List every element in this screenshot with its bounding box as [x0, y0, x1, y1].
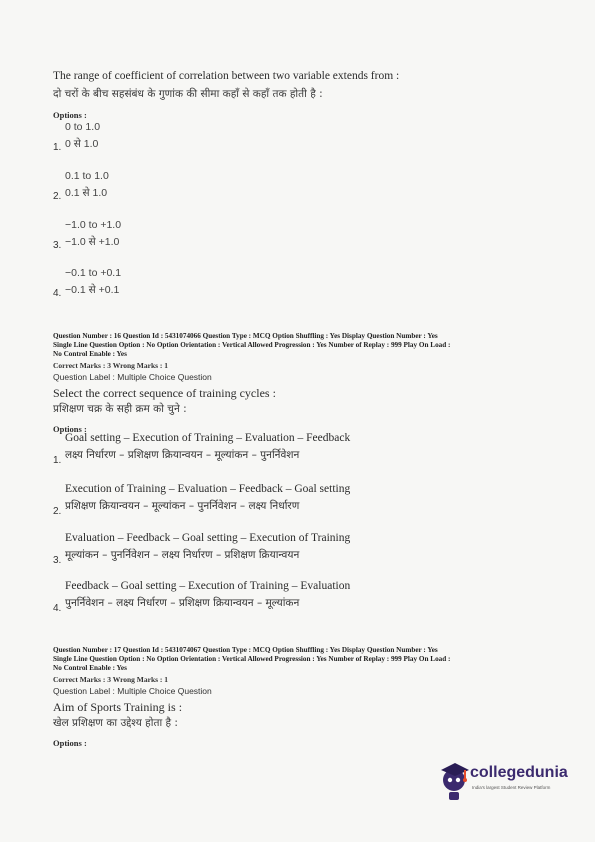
option-text-en: Execution of Training – Evaluation – Feedback – Goal setting [65, 483, 351, 495]
option-text-en: Feedback – Goal setting – Execution of Training – Evaluation [65, 580, 351, 592]
option-text-hi: मूल्यांकन – पुनर्निवेशन – लक्ष्य निर्धारण – प्रशिक्षण क्रियान्वयन [65, 549, 300, 561]
option-number: 4. [53, 288, 62, 299]
option-number: 2. [53, 506, 62, 517]
graduate-cap-icon [438, 758, 472, 804]
meta-line: Question Number : 16 Question Id : 5431074066 Question Type : MCQ Option Shuffling : Yes Display Question Number : Yes [53, 332, 438, 340]
logo-tagline: India's largest Student Review Platform [472, 785, 551, 790]
meta-line: No Control Enable : Yes [53, 664, 127, 672]
meta-line: Single Line Question Option : No Option Orientation : Vertical Allowed Progression : Yes Number of Replay : 999 Play On Load : [53, 655, 451, 663]
logo-name: collegedunia [470, 764, 568, 781]
option-number: 1. [53, 455, 62, 466]
q17-meta [53, 646, 553, 673]
option-text-hi: 0.1 से 1.0 [65, 187, 108, 199]
q17-marks: Correct Marks : 3 Wrong Marks : 1 [53, 675, 169, 684]
meta-line: Question Number : 17 Question Id : 5431074067 Question Type : MCQ Option Shuffling : Yes Display Question Number : Yes [53, 646, 438, 654]
option-text-en: Evaluation – Feedback – Goal setting – Execution of Training [65, 532, 351, 544]
meta-line: Single Line Question Option : No Option Orientation : Vertical Allowed Progression : Yes Number of Replay : 999 Play On Load : [53, 341, 451, 349]
q16-marks: Correct Marks : 3 Wrong Marks : 1 [53, 361, 169, 370]
option-text-hi: लक्ष्य निर्धारण – प्रशिक्षण क्रियान्वयन – मूल्यांकन – पुनर्निवेशन [65, 449, 300, 461]
option-text-en: 0 to 1.0 [65, 121, 101, 133]
q1-question-hi: दो चरों के बीच सहसंबंध के गुणांक की सीमा कहाँ से कहाँ तक होती है : [53, 88, 323, 100]
q16-label: Question Label : Multiple Choice Question [53, 372, 212, 382]
q1-options-label: Options : [53, 110, 87, 120]
q17-label: Question Label : Multiple Choice Question [53, 686, 212, 696]
option-text-en: −1.0 to +1.0 [65, 219, 122, 231]
option-number: 4. [53, 603, 62, 614]
q17-options-label: Options : [53, 738, 87, 748]
option-text-en: 0.1 to 1.0 [65, 170, 109, 182]
option-text-hi: 0 से 1.0 [65, 138, 99, 150]
q16-options-label: Options : [53, 424, 87, 434]
option-text-en: −0.1 to +0.1 [65, 267, 122, 279]
q17-question-en: Aim of Sports Training is : [53, 700, 183, 714]
option-text-hi: प्रशिक्षण क्रियान्वयन – मूल्यांकन – पुनर्निवेशन – लक्ष्य निर्धारण [65, 500, 300, 512]
option-number: 1. [53, 142, 62, 153]
q17-question-hi: खेल प्रशिक्षण का उद्देश्य होता है : [53, 717, 178, 729]
collegedunia-logo [438, 758, 568, 808]
option-number: 2. [53, 191, 62, 202]
option-text-hi: −1.0 से +1.0 [65, 236, 120, 248]
option-text-hi: पुनर्निवेशन – लक्ष्य निर्धारण – प्रशिक्षण क्रियान्वयन – मूल्यांकन [65, 597, 300, 609]
meta-line: No Control Enable : Yes [53, 350, 127, 358]
q16-question-hi: प्रशिक्षण चक्र के सही क्रम को चुने : [53, 403, 187, 415]
option-text-hi: −0.1 से +0.1 [65, 284, 120, 296]
q16-meta [53, 332, 553, 359]
option-number: 3. [53, 240, 62, 251]
q16-question-en: Select the correct sequence of training cycles : [53, 386, 276, 400]
option-number: 3. [53, 555, 62, 566]
q1-question-en: The range of coefficient of correlation between two variable extends from : [53, 70, 400, 82]
option-text-en: Goal setting – Execution of Training – Evaluation – Feedback [65, 432, 351, 444]
